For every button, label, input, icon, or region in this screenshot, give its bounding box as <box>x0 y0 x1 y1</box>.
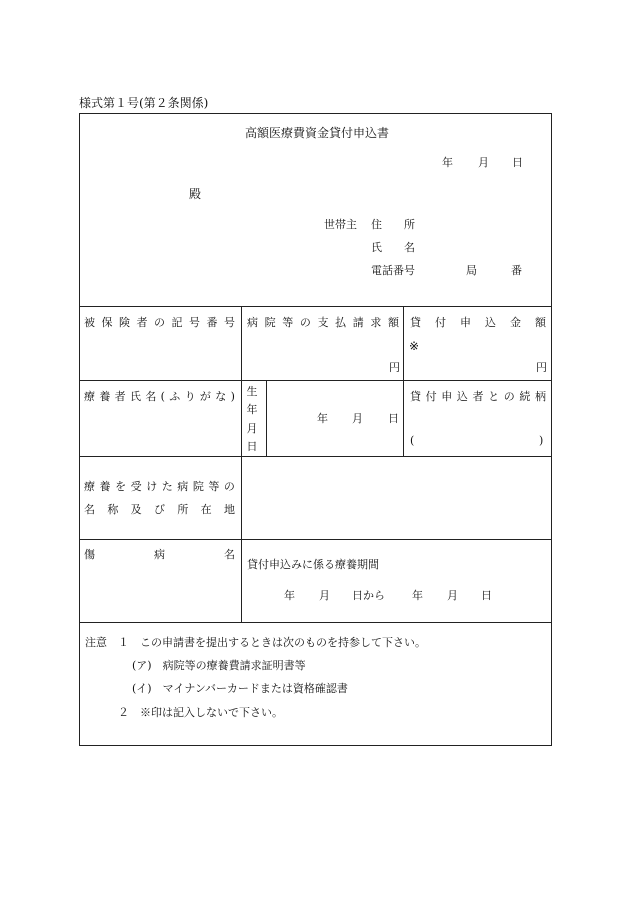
divider-header <box>79 306 552 307</box>
name-label: 氏 名 <box>371 241 415 254</box>
label-char: 金 <box>510 316 521 329</box>
label-char: 額 <box>388 316 399 329</box>
label-char: の <box>154 316 165 329</box>
label-char: 傷 <box>84 548 95 561</box>
label-char: 貸 <box>410 390 421 403</box>
loan-amount-label <box>410 317 546 328</box>
label-char: 在 <box>200 503 212 516</box>
label-char: 名 <box>84 503 95 516</box>
note-item-b: (イ) マイナンバーカードまたは資格確認書 <box>132 682 348 695</box>
label-char: ) <box>230 390 235 403</box>
label-char: 番 <box>206 316 218 329</box>
addressee-suffix: 殿 <box>189 187 202 201</box>
label-char: 地 <box>223 503 235 516</box>
note-item-a: (ア) 病院等の療養費請求証明書等 <box>132 659 306 672</box>
label-char: 所 <box>177 503 189 516</box>
label-char: 者 <box>472 390 484 403</box>
column-divider-main <box>241 306 242 622</box>
date-day: 日 <box>512 156 523 169</box>
label-char: 申 <box>441 390 453 403</box>
label-char: 求 <box>370 316 382 329</box>
label-char: け <box>146 480 158 493</box>
label-char: 病 <box>154 548 165 561</box>
form-number-label: 様式第１号(第２条関係) <box>79 96 209 110</box>
label-char: 受 <box>130 480 142 493</box>
label-char: 称 <box>107 503 119 516</box>
period-from-day: 日から <box>352 589 385 602</box>
period-from-month: 月 <box>319 589 330 602</box>
hospital-name-label-line1 <box>84 481 235 492</box>
label-char: 額 <box>535 316 546 329</box>
period-to-year: 年 <box>412 589 423 602</box>
relation-paren-open: ( <box>410 434 415 447</box>
label-char: 保 <box>101 316 113 329</box>
label-char: 号 <box>189 316 200 329</box>
birth-char-1: 生 <box>246 385 258 398</box>
label-char: な <box>215 390 227 403</box>
label-char: 付 <box>425 390 437 403</box>
label-char: り <box>184 390 196 403</box>
label-char: 払 <box>335 316 347 329</box>
form-frame <box>79 113 552 746</box>
period-from-year: 年 <box>284 589 295 602</box>
date-month: 月 <box>478 156 489 169</box>
label-char: 柄 <box>535 390 546 403</box>
divider-row2 <box>79 456 552 457</box>
treatment-period-label: 貸付申込みに係る療養期間 <box>247 558 379 571</box>
label-char: の <box>223 480 235 493</box>
label-char: 者 <box>114 390 126 403</box>
label-char: 病 <box>177 480 189 493</box>
birth-char-2: 年 <box>246 403 258 417</box>
householder-label: 世帯主 <box>324 218 357 231</box>
divider-row4 <box>79 622 552 623</box>
date-year: 年 <box>442 156 453 169</box>
label-char: た <box>161 480 173 493</box>
column-divider-right <box>403 306 404 456</box>
label-char: ( <box>160 390 165 403</box>
label-char: 込 <box>456 390 468 403</box>
period-to-month: 月 <box>447 589 458 602</box>
label-char: 請 <box>352 316 364 329</box>
label-char: び <box>153 503 165 516</box>
label-char: 院 <box>264 316 276 329</box>
birth-char-3: 月 <box>246 421 258 435</box>
label-char: 養 <box>99 480 111 493</box>
divider-row1 <box>79 380 552 381</box>
label-char: 養 <box>99 390 111 403</box>
birth-char-4: 日 <box>246 439 258 453</box>
label-char: 号 <box>224 316 235 329</box>
label-char: 支 <box>317 316 329 329</box>
label-char: が <box>199 390 211 403</box>
label-char: 者 <box>136 316 148 329</box>
label-char: の <box>503 390 515 403</box>
hospital-claim-unit: 円 <box>389 361 400 374</box>
label-char: 氏 <box>129 390 141 403</box>
label-char: 続 <box>519 390 531 403</box>
label-char: 病 <box>247 316 258 329</box>
label-char: 込 <box>485 316 496 329</box>
label-char: 申 <box>460 316 471 329</box>
hospital-claim-label <box>247 317 399 328</box>
label-char: 及 <box>130 503 142 516</box>
relation-paren-close: ) <box>539 434 544 447</box>
patient-name-label <box>84 391 235 402</box>
label-char: 貸 <box>410 316 421 329</box>
label-char: ふ <box>169 390 181 403</box>
insured-number-label <box>84 317 235 328</box>
birth-month: 月 <box>352 412 363 425</box>
label-char: 被 <box>84 316 95 329</box>
label-char: 険 <box>119 316 130 329</box>
note-item-2: ２ ※印は記入しないで下さい。 <box>118 706 283 719</box>
form-title: 高額医療費資金貸付申込書 <box>245 126 390 140</box>
phone-office-label: 局 <box>466 264 477 277</box>
label-char: 等 <box>208 480 220 493</box>
birth-year: 年 <box>317 412 328 425</box>
address-label: 住 所 <box>371 218 415 231</box>
period-to-day: 日 <box>481 589 492 602</box>
hospital-name-label-line2 <box>84 504 235 515</box>
label-char: 療 <box>84 480 95 493</box>
label-char: 記 <box>171 316 183 329</box>
divider-row3 <box>79 539 552 540</box>
column-divider-birth <box>266 380 267 456</box>
loan-mark: ※ <box>409 339 420 353</box>
phone-label: 電話番号 <box>371 264 415 277</box>
label-char: の <box>299 316 311 329</box>
label-char: 名 <box>145 390 157 403</box>
label-char: を <box>115 480 127 493</box>
label-char: と <box>488 390 500 403</box>
birth-day: 日 <box>388 412 399 425</box>
label-char: 院 <box>192 480 204 493</box>
label-char: 等 <box>282 316 294 329</box>
label-char: 付 <box>435 316 446 329</box>
note-heading: 注意 １ この申請書を提出するときは次のものを持参して下さい。 <box>85 636 426 649</box>
disease-label <box>84 549 235 560</box>
phone-number-label: 番 <box>511 264 522 277</box>
birth-date-vertical-label <box>245 386 259 452</box>
relation-label <box>410 391 546 402</box>
loan-amount-unit: 円 <box>536 361 547 374</box>
label-char: 療 <box>84 390 95 403</box>
label-char: 名 <box>224 548 235 561</box>
